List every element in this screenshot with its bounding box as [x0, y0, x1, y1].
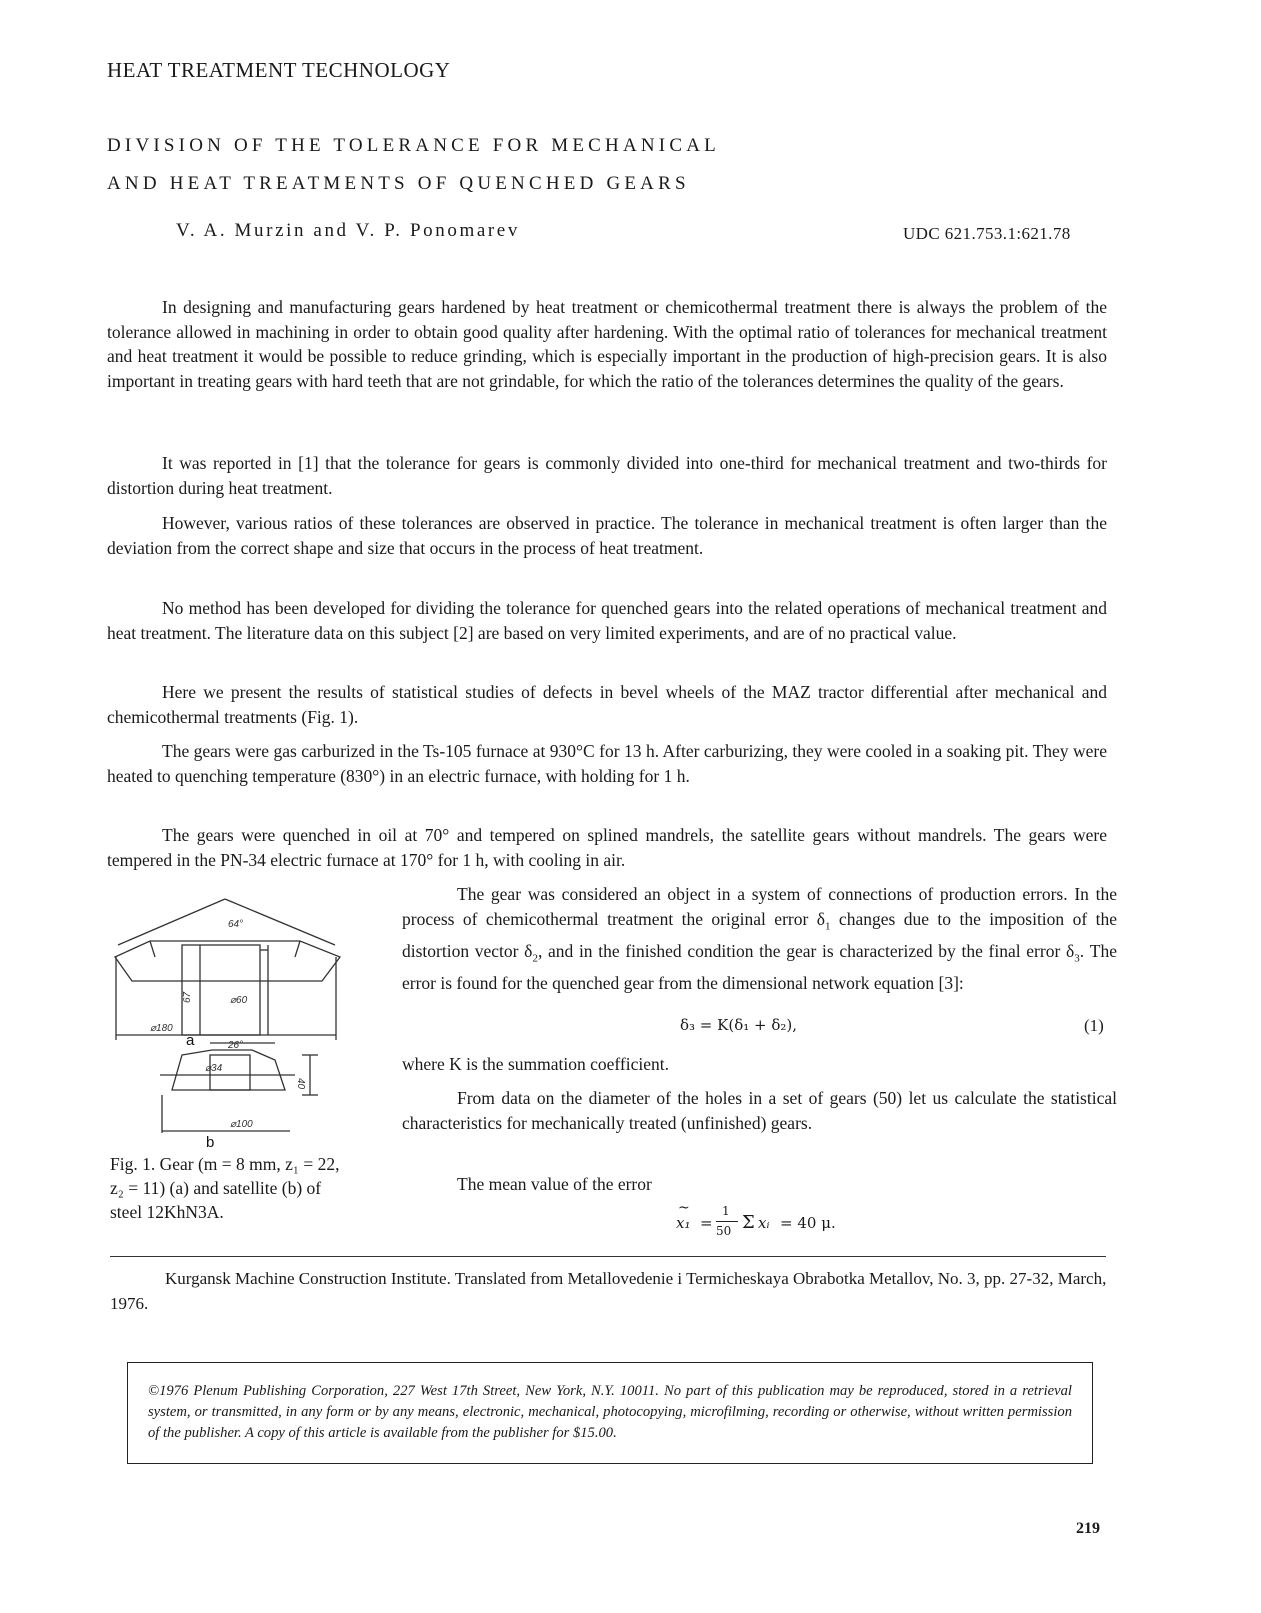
paragraph-1: In designing and manufacturing gears hardened by heat treatment or chemicothermal treatment there is always the problem of the tolerance allowed in machining in order to obtain good quality after hardening. With the optimal ratio of tolerances for mechanical treatment and heat treatment it would be possible to reduce grinding, which is especially important in the production of high-precision gears. It is also important in treating gears with hard teeth that are not grindable, for which the ratio of the tolerances determines the quality of the gears. — [107, 297, 1107, 391]
copyright-box — [127, 1362, 1093, 1464]
paragraph-5: Here we present the results of statistical studies of defects in bevel wheels of the MAZ tractor differential after mechanical and chemicothermal treatments (Fig. 1). — [107, 682, 1107, 727]
paragraph-2: It was reported in [1] that the tolerance for gears is commonly divided into one-third for mechanical treatment and two-thirds for distortion during heat treatment. — [107, 453, 1107, 498]
paragraph-3: However, various ratios of these tolerances are observed in practice. The tolerance in mechanical treatment is often larger than the deviation from the correct shape and size that occurs in the process of heat treatment. — [107, 513, 1107, 558]
gear-figure — [110, 895, 350, 1150]
equation-1-number: (1) — [1084, 1016, 1104, 1035]
article-title-line-1: DIVISION OF THE TOLERANCE FOR MECHANICAL — [107, 135, 720, 156]
page-number: 219 — [1076, 1520, 1100, 1537]
fig-label-180: ⌀180 — [150, 1023, 173, 1034]
figure-caption: Fig. 1. Gear (m = 8 mm, z₁ = 22, z₂ = 11) (a) and satellite (b) of steel 12KhN3A. — [110, 1154, 340, 1222]
mean-text: The mean value of the error — [457, 1174, 652, 1194]
fig-label-34: ⌀34 — [205, 1063, 223, 1074]
footnote: Kurgansk Machine Construction Institute. Translated from Metallovedenie i Termicheskaya Obrabotka Metallov, No. 3, pp. 27-32, March, 1976. — [110, 1269, 1107, 1313]
fig-sublabel-a: a — [186, 1032, 195, 1049]
fig-label-100: ⌀100 — [230, 1119, 253, 1130]
paragraph-6: The gears were gas carburized in the Ts-105 furnace at 930°C for 13 h. After carburizing, they were cooled in a soaking pit. They were heated to quenching temperature (830°) in an electric furnace, with holding for 1 h. — [107, 741, 1107, 786]
equation-2: ~ x₁ = 1 50 Σ xᵢ = 40 μ. — [676, 1200, 836, 1238]
fig-label-angle-b: 26° — [228, 1040, 244, 1051]
paragraph-4: No method has been developed for dividing the tolerance for quenched gears into the related operations of mechanical treatment and heat treatment. The literature data on this subject [2] are based on very limited experiments, and are of no practical value. — [107, 598, 1107, 643]
right-col-paragraph-1: The gear was considered an object in a system of connections of production errors. In the process of chemicothermal treatment the original error $\delta_1$ changes due to the imposition of the distortion vector $\delta_2$, and in the finished condition the gear is characterized by the final error $\delta_3$. The error is found for the quenched gear from the dimensional network equation [3]: — [402, 884, 1117, 993]
equation-1: δ₃ = K(δ₁ + δ₂), — [680, 1016, 798, 1034]
paragraph-7: The gears were quenched in oil at 70° and tempered on splined mandrels, the satellite gears without mandrels. The gears were tempered in the PN-34 electric furnace at 170° for 1 h, with cooling in air. — [107, 825, 1107, 870]
fig-label-60: ⌀60 — [230, 995, 248, 1006]
fig-label-67: 67 — [182, 991, 193, 1003]
fig-sublabel-b: b — [206, 1134, 215, 1150]
article-title-line-2: AND HEAT TREATMENTS OF QUENCHED GEARS — [107, 173, 690, 194]
section-header: HEAT TREATMENT TECHNOLOGY — [107, 58, 451, 82]
authors: V. A. Murzin and V. P. Ponomarev — [176, 220, 520, 241]
right-col-paragraph-2: From data on the diameter of the holes in a set of gears (50) let us calculate the statistical characteristics for mechanically treated (unfinished) gears. — [402, 1088, 1117, 1133]
copyright-text: ©1976 Plenum Publishing Corporation, 227 West 17th Street, New York, N.Y. 10011. No part of this publication may be reproduced, stored in a retrieval system, or transmitted, in any form or by any means, electronic, mechanical, photocopying, microfilming, recording or otherwise, without written permission of the publisher. A copy of this article is available from the publisher for $15.00. — [148, 1383, 1072, 1441]
fig-label-40: 40 — [295, 1078, 306, 1090]
fig-label-angle-a: 64° — [228, 919, 244, 930]
where-text: where K is the summation coefficient. — [402, 1054, 669, 1074]
footnote-rule — [110, 1256, 1106, 1257]
udc-code: UDC 621.753.1:621.78 — [903, 224, 1071, 243]
